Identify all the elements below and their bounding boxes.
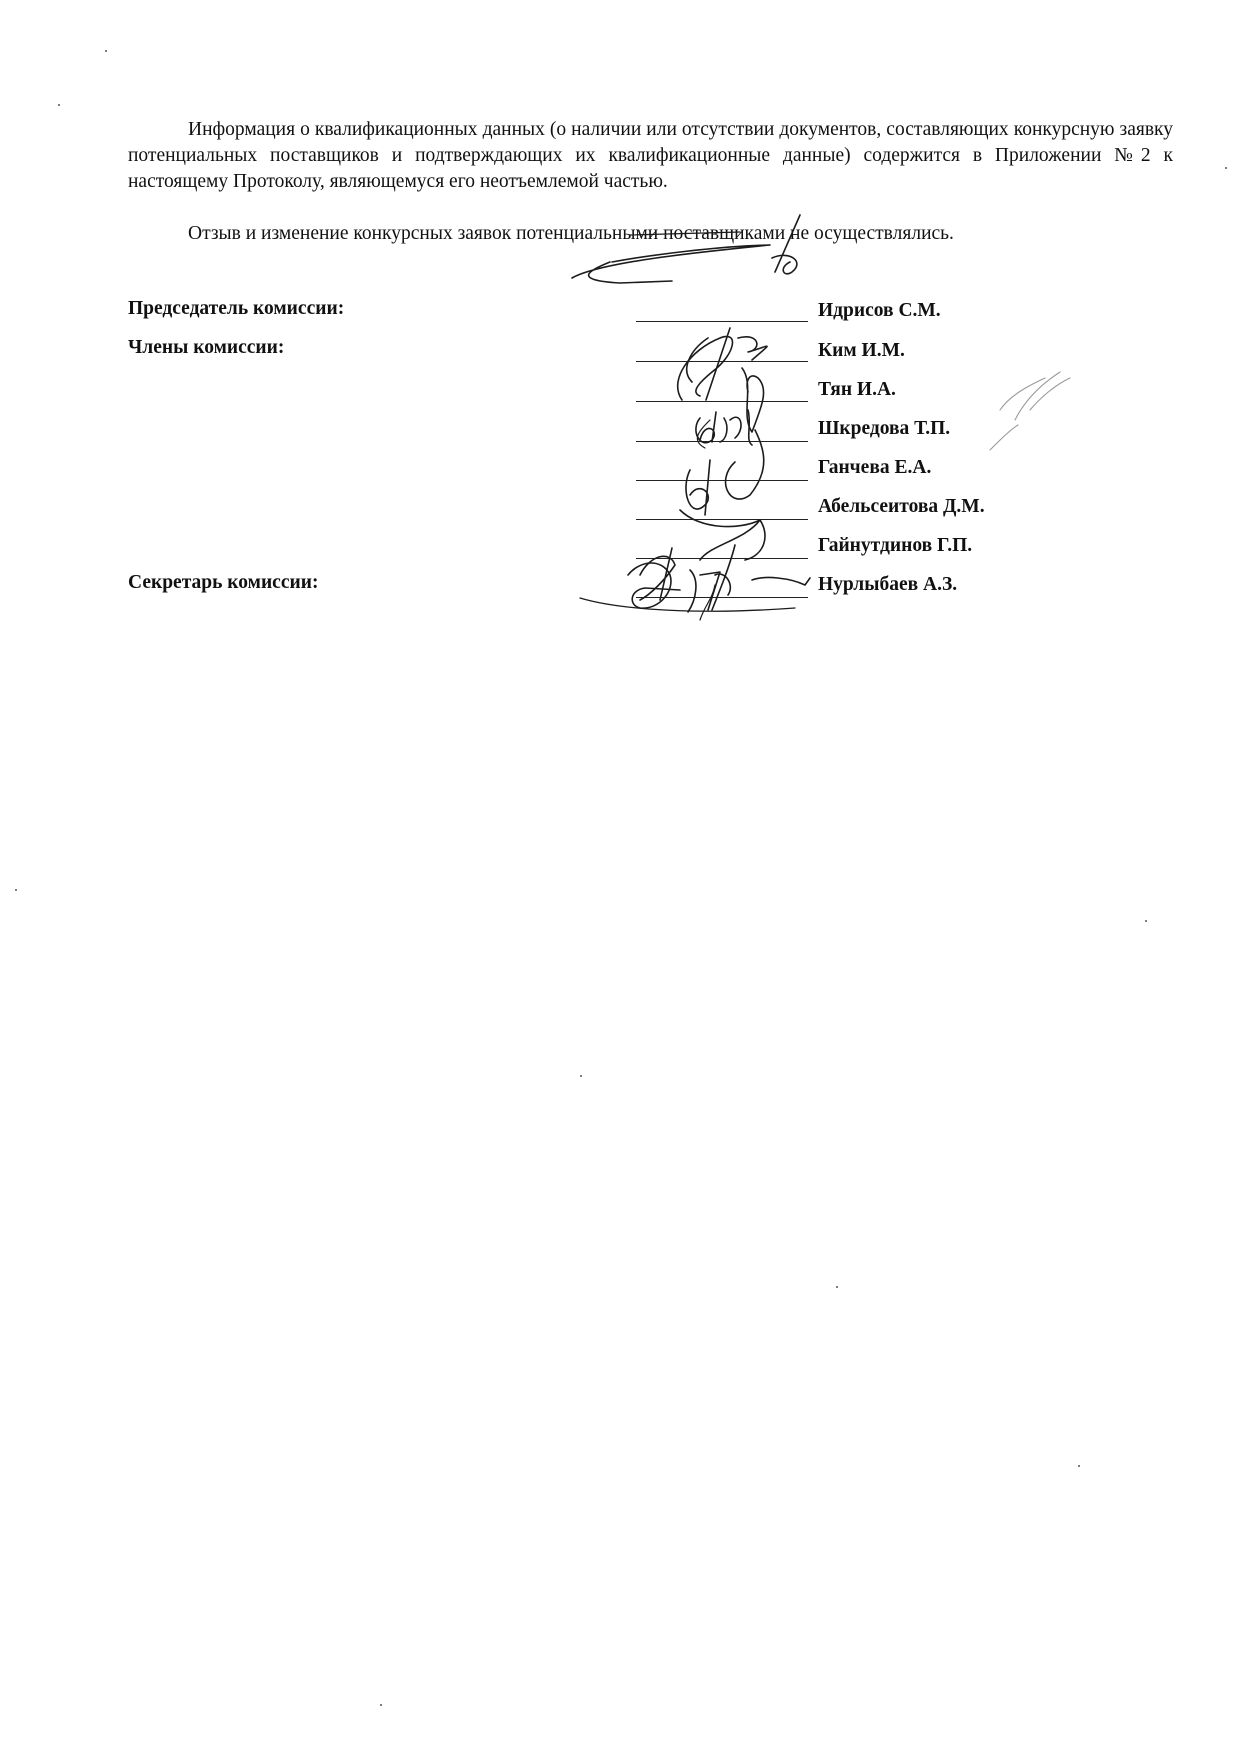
signatory-name: Гайнутдинов Г.П. xyxy=(818,535,973,556)
secretary-label: Секретарь комиссии: xyxy=(128,572,319,593)
signatory-name: Идрисов С.М. xyxy=(818,300,941,321)
signature-stroke xyxy=(752,578,810,585)
signature-line xyxy=(636,441,808,442)
signature-line xyxy=(636,401,808,402)
chair-label: Председатель комиссии: xyxy=(128,298,345,319)
scan-speck xyxy=(15,889,17,891)
scan-speck xyxy=(380,1704,382,1706)
signature-stroke xyxy=(697,420,710,448)
paragraph-withdrawal-note: Отзыв и изменение конкурсных заявок потенциальными поставщиками не осуществлялись. xyxy=(188,223,954,244)
signature-stroke xyxy=(628,563,680,608)
scan-speck xyxy=(1078,1465,1080,1467)
scan-speck xyxy=(580,1075,582,1077)
signature-stroke xyxy=(687,338,708,382)
signature-line xyxy=(636,321,808,322)
signatory-name: Ким И.М. xyxy=(818,340,905,361)
signature-stroke xyxy=(686,460,710,515)
signature-stroke xyxy=(712,545,735,610)
faint-signature-stroke xyxy=(990,372,1070,450)
signature-stroke xyxy=(678,328,767,400)
signatory-name: Шкредова Т.П. xyxy=(818,418,951,439)
scan-speck xyxy=(105,50,107,52)
scan-speck xyxy=(836,1286,838,1288)
signature-line xyxy=(636,597,808,598)
members-label: Члены комиссии: xyxy=(128,337,285,358)
signature-stroke xyxy=(640,548,675,600)
signature-stroke xyxy=(688,570,720,612)
scan-speck xyxy=(58,104,60,106)
signatory-name: Тян И.А. xyxy=(818,379,896,400)
paragraph-qualification-info: Информация о квалификационных данных (о наличии или отсутствии документов, составляющих конкурсную заявку потенциальных поставщиков и подтверждающих их квалификационные данные) содержится в Приложении №2 к настоящему Протоколу, являющемуся его неотъемлемой частью. xyxy=(128,119,1173,192)
scan-speck xyxy=(1145,920,1147,922)
signature-line xyxy=(636,558,808,559)
signatory-name: Нурлыбаев А.З. xyxy=(818,574,958,595)
initial-stroke xyxy=(572,245,770,283)
signature-stroke xyxy=(696,410,752,445)
signature-line xyxy=(636,519,808,520)
signatory-name: Ганчева Е.А. xyxy=(818,457,932,478)
signature-line xyxy=(636,361,808,362)
signature-stroke xyxy=(742,368,764,432)
scan-speck xyxy=(1225,167,1227,169)
signature-stroke xyxy=(700,585,715,620)
signatory-name: Абельсеитова Д.М. xyxy=(818,496,985,517)
signature-stroke xyxy=(580,598,795,611)
signature-stroke xyxy=(680,510,765,560)
signature-line xyxy=(636,480,808,481)
